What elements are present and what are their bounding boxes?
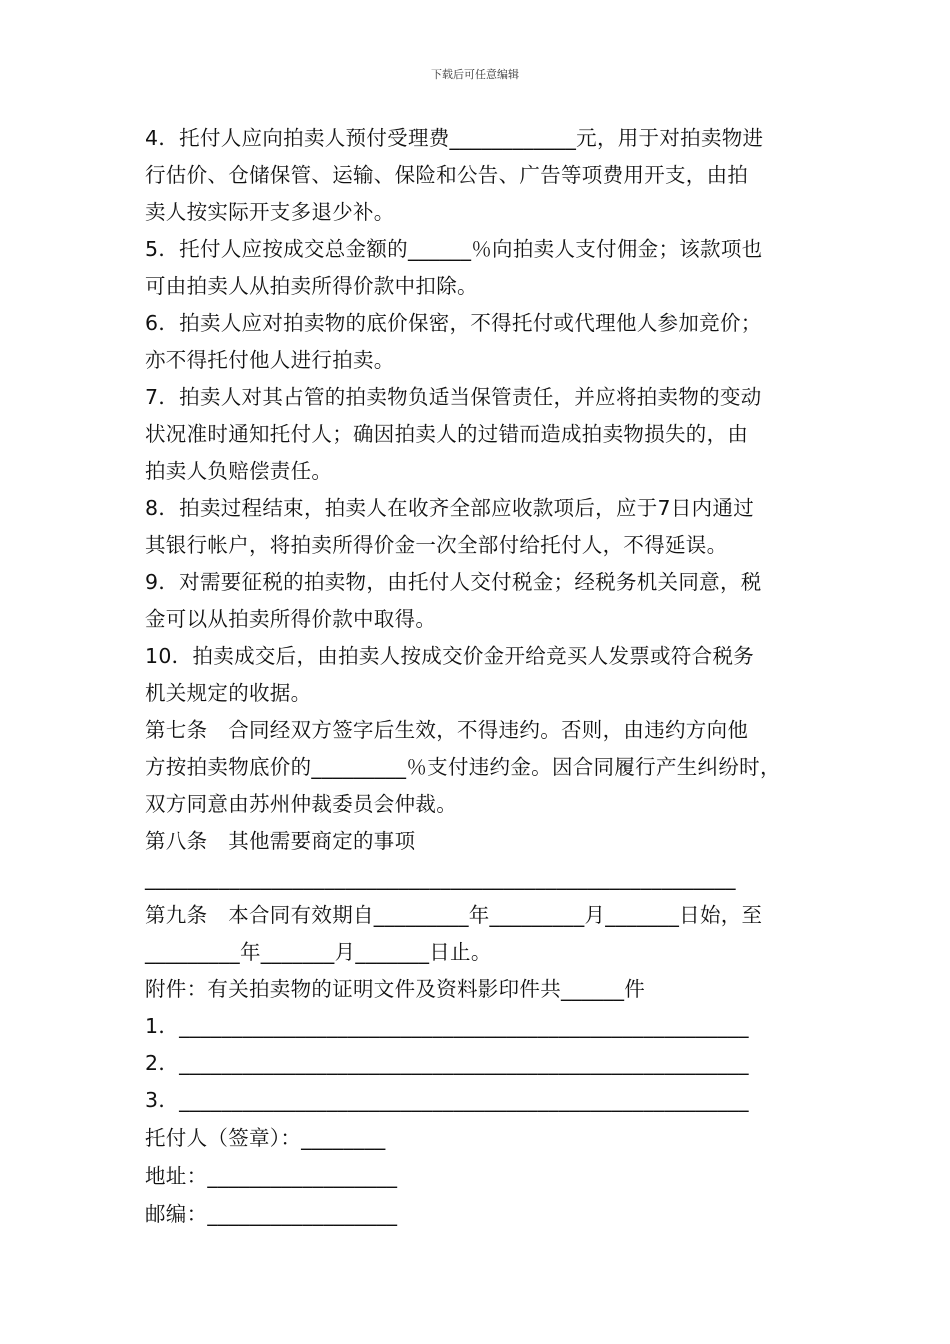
article-7-line-3: 双方同意由苏州仲裁委员会仲裁。 <box>145 792 457 816</box>
attachment-heading: 附件：有关拍卖物的证明文件及资料影印件共______件 <box>145 977 646 1001</box>
clause-5-line-1: 5．托付人应按成交总金额的______％向拍卖人支付佣金；该款项也 <box>145 237 763 261</box>
clause-5-line-2: 可由拍卖人从拍卖所得价款中扣除。 <box>145 274 478 298</box>
clause-6-line-1: 6．拍卖人应对拍卖物的底价保密，不得托付或代理他人参加竞价； <box>145 311 762 335</box>
clause-10-line-2: 机关规定的收据。 <box>145 681 312 705</box>
article-7-line-1: 第七条 合同经双方签字后生效，不得违约。否则，由违约方向他 <box>145 718 749 742</box>
article-8-blank: ________________________________________________________ <box>145 866 736 890</box>
attachment-item-2: 2．______________________________________________________ <box>145 1051 749 1075</box>
clause-8-line-2: 其银行帐户，将拍卖所得价金一次全部付给托付人，不得延误。 <box>145 533 728 557</box>
article-9-line-2: _________年_______月_______日止。 <box>145 940 492 964</box>
signature-block <box>145 1119 825 1233</box>
clause-4-line-3: 卖人按实际开支多退少补。 <box>145 200 395 224</box>
clause-7-line-3: 拍卖人负赔偿责任。 <box>145 459 333 483</box>
clause-8-line-1: 8．拍卖过程结束，拍卖人在收齐全部应收款项后，应于7日内通过 <box>145 496 755 520</box>
header-note: 下载后可任意编辑 <box>431 68 519 81</box>
clause-9-line-2: 金可以从拍卖所得价款中取得。 <box>145 607 437 631</box>
attachment-item-1: 1．______________________________________________________ <box>145 1014 749 1038</box>
clause-10-line-1: 10．拍卖成交后，由拍卖人按成交价金开给竞买人发票或符合税务 <box>145 644 755 668</box>
clause-4-line-1: 4．托付人应向拍卖人预付受理费____________元，用于对拍卖物进 <box>145 126 764 150</box>
address-field: 地址：__________________ <box>145 1164 398 1188</box>
attachment-item-3: 3．______________________________________________________ <box>145 1088 749 1112</box>
clause-4-line-2: 行估价、仓储保管、运输、保险和公告、广告等项费用开支，由拍 <box>145 163 749 187</box>
clause-6-line-2: 亦不得托付他人进行拍卖。 <box>145 348 395 372</box>
article-9-line-1: 第九条 本合同有效期自_________年_________月_______日始，至 <box>145 903 763 927</box>
principal-signature-field: 托付人（签章）：________ <box>145 1126 386 1150</box>
clause-7-line-1: 7．拍卖人对其占管的拍卖物负适当保管责任，并应将拍卖物的变动 <box>145 385 762 409</box>
clause-9-line-1: 9．对需要征税的拍卖物，由托付人交付税金；经税务机关同意，税 <box>145 570 762 594</box>
article-8-heading: 第八条 其他需要商定的事项 <box>145 829 416 853</box>
postcode-field: 邮编：__________________ <box>145 1202 398 1226</box>
contract-body <box>145 120 825 1233</box>
clause-7-line-2: 状况准时通知托付人；确因拍卖人的过错而造成拍卖物损失的，由 <box>145 422 749 446</box>
article-7-line-2: 方按拍卖物底价的_________％支付违约金。因合同履行产生纠纷时， <box>145 755 781 779</box>
